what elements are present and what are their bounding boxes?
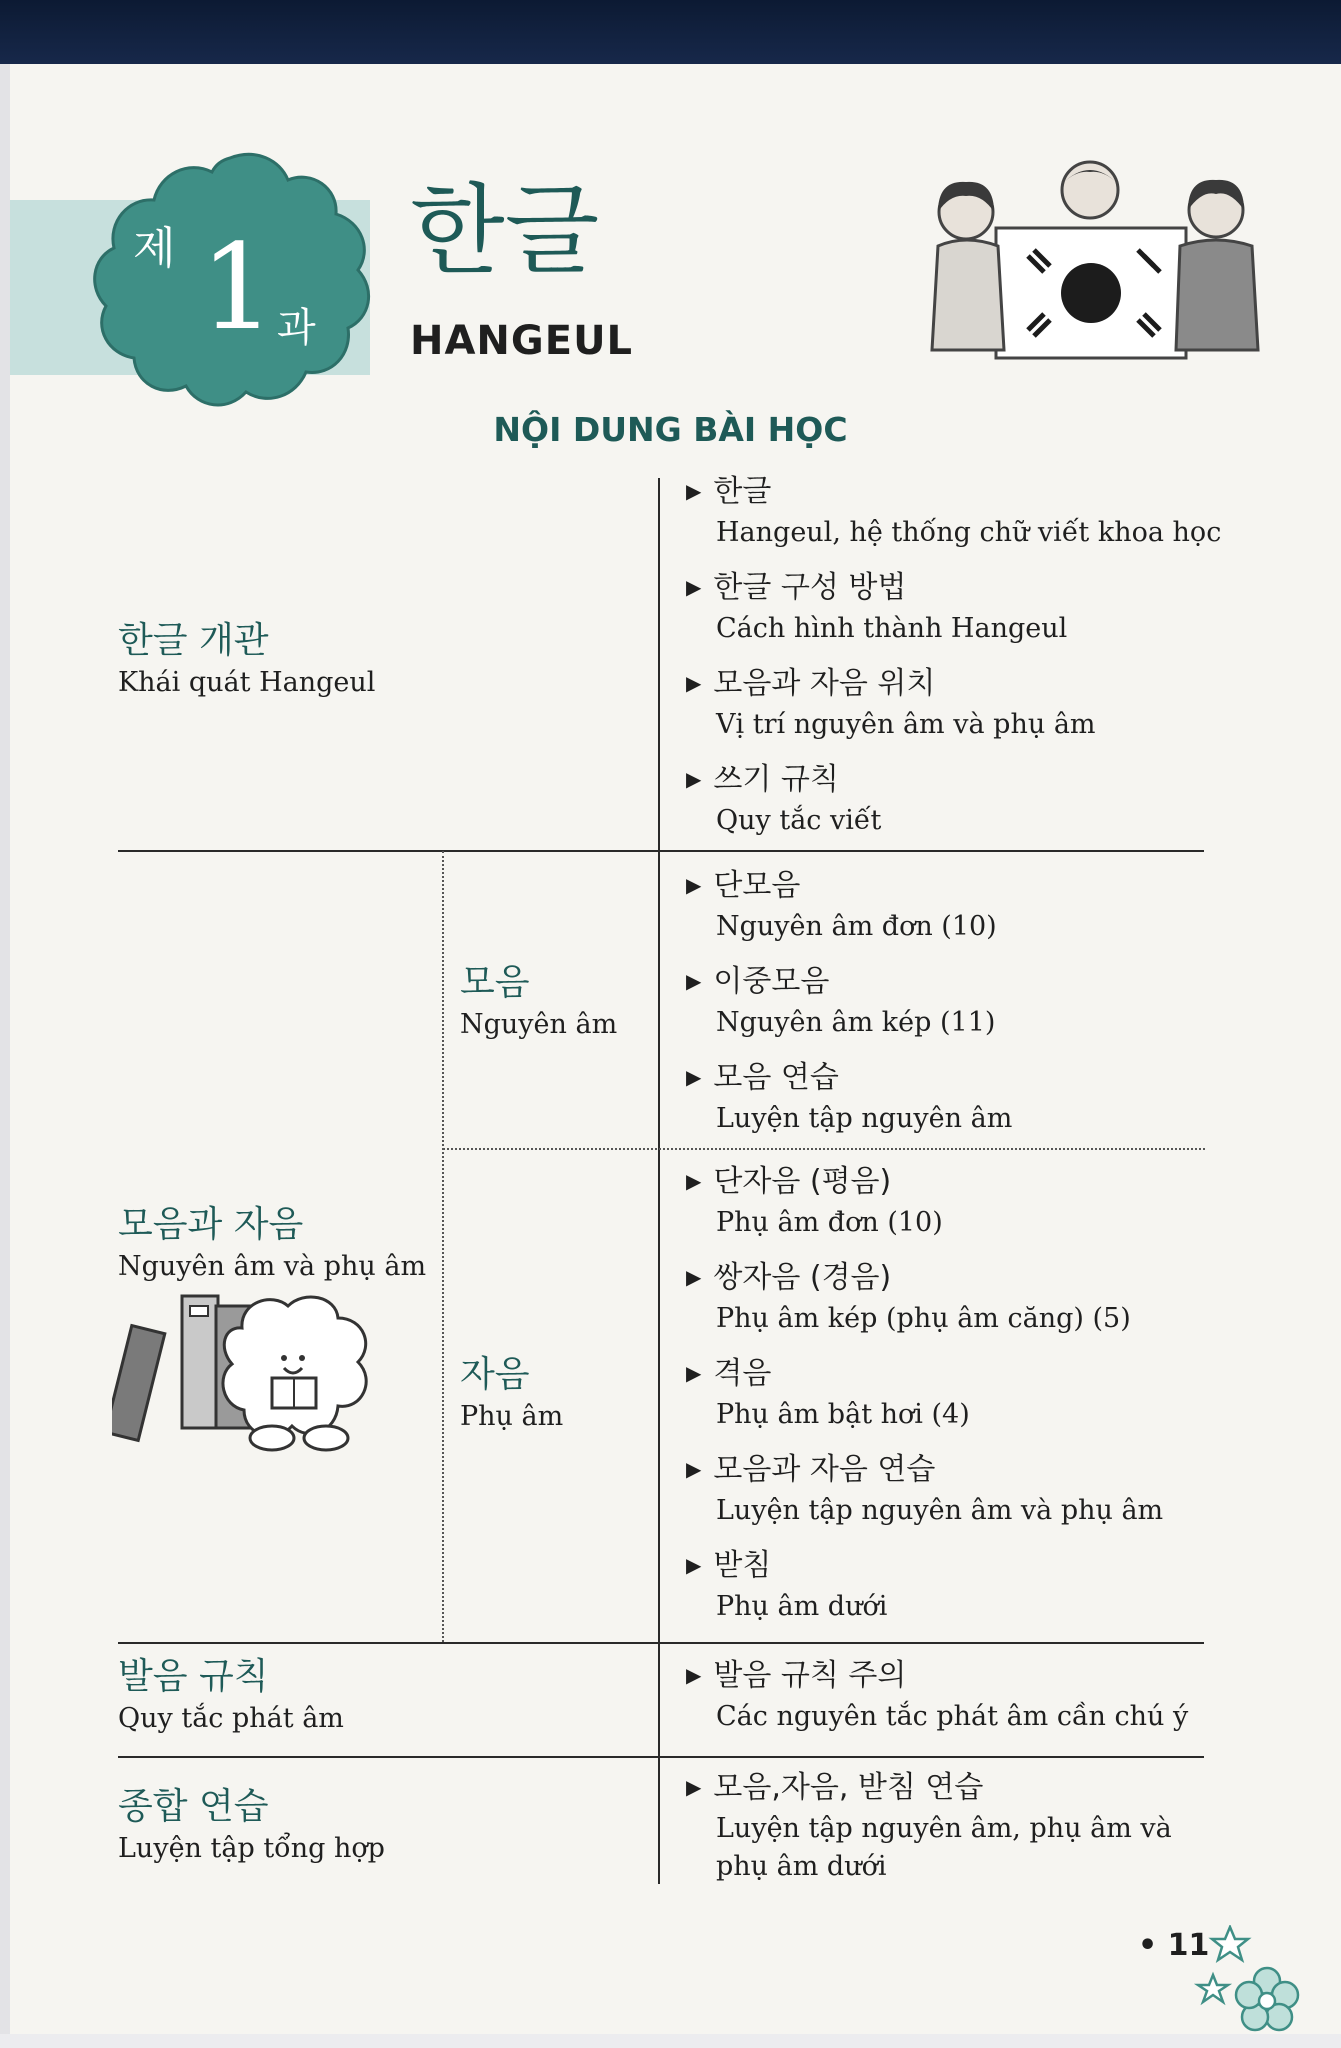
bullet-icon: ▶ <box>686 873 702 897</box>
item-vi: Hangeul, hệ thống chữ viết khoa học <box>716 517 1222 548</box>
category-vi: Khái quát Hangeul <box>118 667 376 698</box>
item-vi: Các nguyên tắc phát âm cần chú ý <box>716 1701 1189 1732</box>
item-vi: Luyện tập nguyên âm <box>716 1103 1013 1134</box>
item-vi: Luyện tập nguyên âm và phụ âm <box>716 1495 1164 1526</box>
section-heading: NỘI DUNG BÀI HỌC <box>493 410 848 449</box>
list-item <box>686 1656 1246 1736</box>
item-vi-continued: phụ âm dưới <box>716 1851 887 1882</box>
bullet-icon: ▶ <box>686 1361 702 1385</box>
bullet-icon: ▶ <box>686 671 702 695</box>
page-top-edge <box>0 0 1341 64</box>
bullet-icon: ▶ <box>686 1775 702 1799</box>
category-ko: 한글 개관 <box>118 620 269 661</box>
list-item <box>686 1450 1246 1530</box>
item-vi: Phụ âm dưới <box>716 1591 888 1622</box>
bullet-icon: ▶ <box>686 1169 702 1193</box>
bullet-icon: ▶ <box>686 1663 702 1687</box>
item-ko: 이중모음 <box>713 964 830 999</box>
list-item <box>686 1354 1246 1434</box>
list-item <box>686 962 1246 1042</box>
item-vi: Nguyên âm đơn (10) <box>716 911 997 942</box>
page-number: • 11 <box>1138 1928 1210 1963</box>
item-ko: 받침 <box>713 1548 772 1583</box>
lesson-title: 한글 <box>410 174 600 288</box>
category-ko: 발음 규칙 <box>118 1656 269 1697</box>
item-ko: 단자음 (평음) <box>713 1164 892 1199</box>
category-practice <box>118 1784 385 1868</box>
category-vowels-consonants <box>118 1202 426 1286</box>
bullet-icon: ▶ <box>686 479 702 503</box>
bullet-icon: ▶ <box>686 969 702 993</box>
list-item <box>686 1768 1246 1886</box>
category-vi: Quy tắc phát âm <box>118 1703 344 1734</box>
list-item <box>686 664 1246 744</box>
flower-decoration-icon <box>1185 1925 1305 2035</box>
item-vi: Quy tắc viết <box>716 805 882 836</box>
list-item <box>686 866 1246 946</box>
books-and-character-icon <box>112 1288 382 1458</box>
table-sub-divider <box>442 851 444 1642</box>
list-item <box>686 1162 1246 1242</box>
category-vi: Nguyên âm và phụ âm <box>118 1251 427 1282</box>
bullet-icon: ▶ <box>686 575 702 599</box>
list-item <box>686 1058 1246 1138</box>
table-row-divider <box>118 1642 1204 1644</box>
item-vi: Phụ âm bật hơi (4) <box>716 1399 970 1430</box>
table-sub-row-divider <box>443 1148 1205 1150</box>
list-item <box>686 1258 1246 1338</box>
item-vi: Phụ âm kép (phụ âm căng) (5) <box>716 1303 1131 1334</box>
category-vi: Nguyên âm <box>460 1009 618 1040</box>
category-ko: 자음 <box>460 1354 530 1395</box>
bullet-icon: ▶ <box>686 1265 702 1289</box>
item-ko: 모음과 자음 위치 <box>713 666 936 701</box>
item-ko: 한글 구성 방법 <box>713 570 907 605</box>
lesson-subtitle: HANGEUL <box>410 318 634 364</box>
category-vowels <box>460 960 617 1044</box>
lesson-prefix: 제 <box>133 223 176 274</box>
page-bottom-edge <box>0 2034 1341 2048</box>
category-ko: 종합 연습 <box>118 1786 269 1827</box>
item-ko: 격음 <box>713 1356 772 1391</box>
bullet-icon: ▶ <box>686 1065 702 1089</box>
table-main-divider <box>658 478 660 1884</box>
category-consonants <box>460 1352 563 1436</box>
item-ko: 쓰기 규칙 <box>713 762 839 797</box>
table-row-divider <box>118 850 1204 852</box>
item-vi: Cách hình thành Hangeul <box>716 613 1068 644</box>
item-ko: 단모음 <box>713 868 801 903</box>
item-ko: 한글 <box>713 474 772 509</box>
item-ko: 쌍자음 (경음) <box>713 1260 892 1295</box>
lesson-suffix: 과 <box>277 305 316 351</box>
category-ko: 모음 <box>460 962 530 1003</box>
category-overview <box>118 618 375 702</box>
item-ko: 모음,자음, 받침 연습 <box>713 1770 984 1805</box>
bullet-icon: ▶ <box>686 767 702 791</box>
page-left-edge <box>0 64 10 2048</box>
lesson-number: 1 <box>200 218 276 356</box>
item-vi: Phụ âm đơn (10) <box>716 1207 943 1238</box>
list-item <box>686 1546 1246 1626</box>
list-item <box>686 760 1246 840</box>
bullet-icon: ▶ <box>686 1553 702 1577</box>
item-ko: 발음 규칙 주의 <box>713 1658 907 1693</box>
item-vi: Nguyên âm kép (11) <box>716 1007 996 1038</box>
item-vi: Luyện tập nguyên âm, phụ âm và <box>716 1813 1172 1844</box>
list-item <box>686 472 1246 552</box>
item-ko: 모음 연습 <box>713 1060 839 1095</box>
category-pronunciation <box>118 1654 344 1738</box>
table-row-divider <box>118 1756 1204 1758</box>
children-flag-illustration-icon <box>908 150 1278 380</box>
item-vi: Vị trí nguyên âm và phụ âm <box>716 709 1096 740</box>
category-vi: Phụ âm <box>460 1401 564 1432</box>
list-item <box>686 568 1246 648</box>
item-ko: 모음과 자음 연습 <box>713 1452 936 1487</box>
category-ko: 모음과 자음 <box>118 1204 304 1245</box>
category-vi: Luyện tập tổng hợp <box>118 1833 385 1864</box>
bullet-icon: ▶ <box>686 1457 702 1481</box>
